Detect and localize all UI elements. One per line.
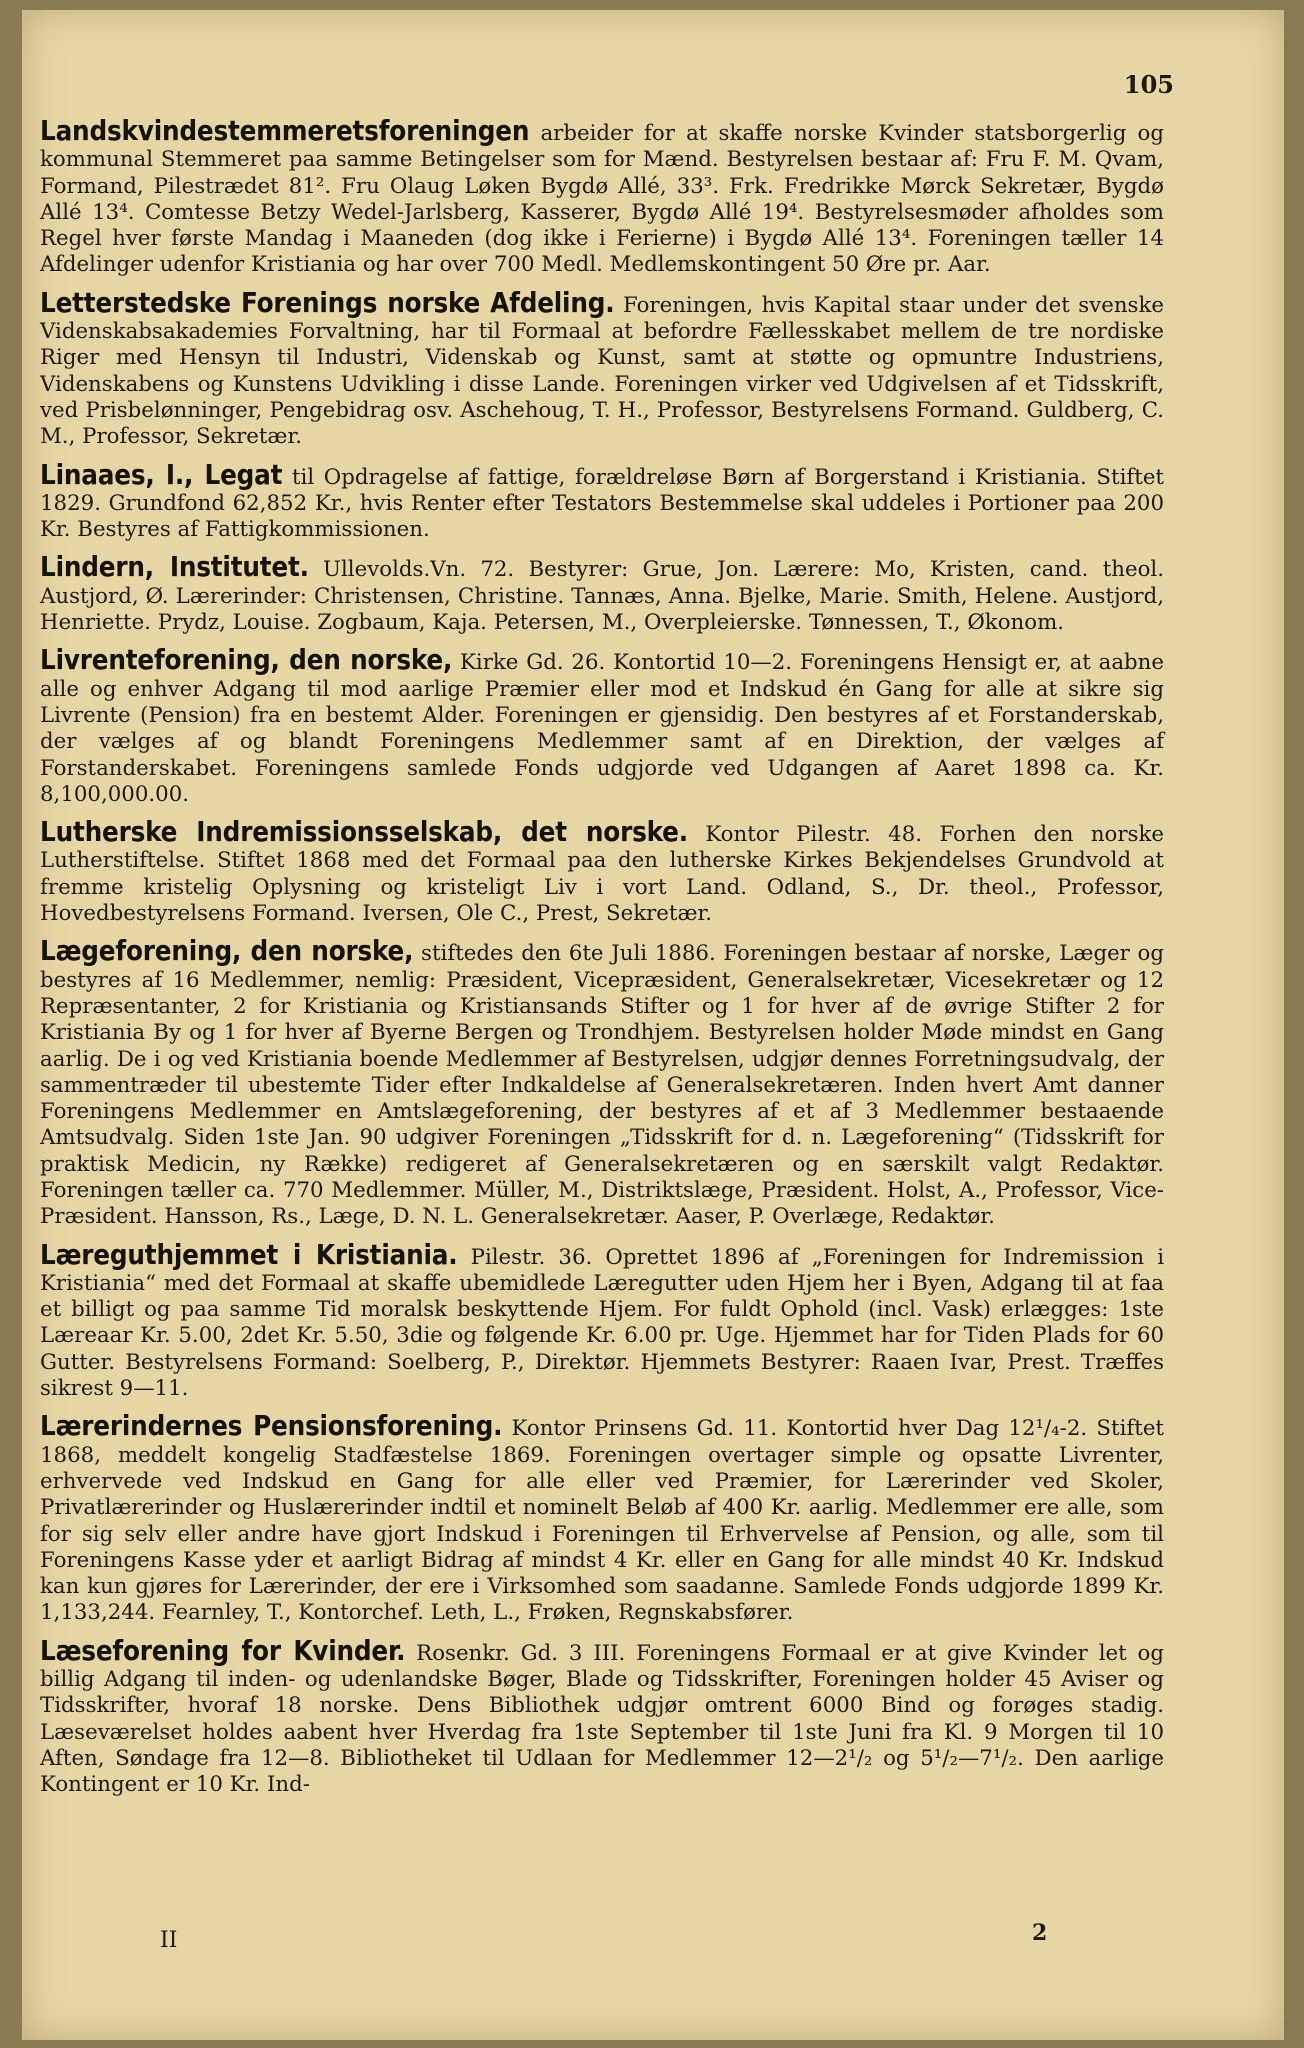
signature-mark: II <box>160 1928 178 1953</box>
entry-heading: Lutherske Indremissionsselskab, det norske. <box>40 816 688 849</box>
entry-heading: Lærerindernes Pensionsforening. <box>40 1410 503 1443</box>
entry-text: Rosenkr. Gd. 3 III. Foreningens Formaal er at give Kvinder let og billig Adgang til inden- og udenlandske Bøger, Blade og Tidsskrifter, Foreningen holder 45 Aviser og Tidsskrifter, hvoraf 18 norske. Dens Bibliothek udgjør omtrent 6000 Bind og forøges stadig. Læseværelset holdes aabent hver Hverdag fra 1ste September til 1ste Juni fra Kl. 9 Morgen til 10 Aften, Søndage fra 12—8. Bibliotheket til Udlaan for Medlemmer 12—2¹/₂ og 5¹/₂—7¹/₂. Den aarlige Kontingent er 10 Kr. Ind- <box>40 1640 1164 1798</box>
entry-heading: Letterstedske Forenings norske Afdeling. <box>40 286 615 319</box>
entry-text: til Opdragelse af fattige, forældreløse Børn af Borgerstand i Kristiania. Stiftet 1829. Grundfond 62,852 Kr., hvis Renter efter Testators Bestemmelse skal uddeles i Portioner paa 200 Kr. Bestyres af Fattigkommissionen. <box>40 464 1164 543</box>
entry-linaaes-legat <box>40 458 1164 544</box>
document-page <box>22 10 1284 2040</box>
entry-laereguthjemmet <box>40 1238 1164 1403</box>
entry-heading: Lægeforening, den norske, <box>40 935 414 968</box>
entry-text: stiftedes den 6te Juli 1886. Foreningen bestaar af norske, Læger og bestyres af 16 Medlemmer, nemlig: Præsident, Vicepræsident, Generalsekretær, Vicesekretær og 12 Repræsentanter, 2 for Kristiania og Kristiansands Stifter og 1 for hver af de øvrige Stifter 2 for Kristiania By og 1 for hver af Byerne Bergen og Trondhjem. Bestyrelsen holder Møde mindst en Gang aarlig. De i og ved Kristiania boende Medlemmer af Bestyrelsen, udgjør dennes Forretningsudvalg, der sammentræder til ubestemte Tider efter Indkaldelse af Generalsekretæren. Inden hvert Amt danner Foreningens Medlemmer en Amtslægeforening, der bestyres af et af 3 Medlemmer bestaaende Amtsudvalg. Siden 1ste Jan. 90 udgiver Foreningen „Tidsskrift for d. n. Lægeforening“ (Tidsskrift for praktisk Medicin, ny Række) redigeret af Generalsekretæren og en særskilt valgt Redaktør. Foreningen tæller ca. 770 Medlemmer. Müller, M., Distriktslæge, Præsident. Holst, A., Professor, Vice-Præsident. Hansson, Rs., Læge, D. N. L. Generalsekretær. Aaser, P. Overlæge, Redaktør. <box>40 941 1164 1230</box>
entry-heading: Læreguthjemmet i Kristiania. <box>40 1238 458 1271</box>
entry-heading: Læseforening for Kvinder. <box>40 1634 406 1667</box>
entry-letterstedske-forening <box>40 286 1164 451</box>
entry-laegeforening <box>40 935 1164 1230</box>
entry-text: Kirke Gd. 26. Kontortid 10—2. Foreningens Hensigt er, at aabne alle og enhver Adgang til mod aarlige Præmier eller mod et Indskud én Gang for alle at sikre sig Livrente (Pension) fra en bestemt Alder. Foreningen er gjensidig. Den bestyres af et Forstanderskab, der vælges af og blandt Foreningens Medlemmer samt af en Direktion, der vælges af Forstanderskabet. Foreningens samlede Fonds udgjorde ved Udgangen af Aaret 1898 ca. Kr. 8,100,000.00. <box>40 650 1165 807</box>
entry-landskvindestemmeretsforeningen <box>40 115 1164 279</box>
entry-heading: Linaaes, I., Legat <box>40 458 283 491</box>
entry-laererindernes-pensionsforening <box>40 1410 1164 1626</box>
entry-heading: Lindern, Institutet. <box>40 551 309 584</box>
entry-text: Ullevolds.Vn. 72. Bestyrer: Grue, Jon. Lærere: Mo, Kristen, cand. theol. Austjord, Ø. Lærerinder: Christensen, Christine. Tannæs, Anna. Bjelke, Marie. Smith, Helene. Austjord, Henriette. Prydz, Louise. Zogbaum, Kaja. Petersen, M., Overpleierske. Tønnessen, T., Økonom. <box>40 557 1164 636</box>
entry-text: arbeider for at skaffe norske Kvinder statsborgerlig og kommunal Stemmeret paa samme Betingelser som for Mænd. Bestyrelsen bestaar af: Fru F. M. Qvam, Formand, Pilestrædet 81². Fru Olaug Løken Bygdø Allé, 33³. Frk. Fredrikke Mørck Sekretær, Bygdø Allé 13⁴. Comtesse Betzy Wedel-Jarlsberg, Kasserer, Bygdø Allé 19⁴. Bestyrelsesmøder afholdes som Regel hver første Mandag i Maaneden (dog ikke i Ferierne) i Bygdø Allé 13⁴. Foreningen tæller 14 Afdelinger udenfor Kristiania og har over 700 Medl. Medlemskontingent 50 Øre pr. Aar. <box>40 121 1164 278</box>
entry-text: Kontor Prinsens Gd. 11. Kontortid hver Dag 12¹/₄-2. Stiftet 1868, meddelt kongelig Stadfæstelse 1869. Foreningen overtager simple og opsatte Livrenter, erhvervede ved Indskud en Gang for alle eller ved Præmier, for Lærerinder ved Skoler, Privatlærerinder og Huslærerinder indtil et nominelt Beløb af 400 Kr. aarlig. Medlemmer ere alle, som for sig selv eller andre have gjort Indskud i Foreningen til Erhvervelse af Pension, og alle, som til Foreningens Kasse yder et aarligt Bidrag af mindst 4 Kr. eller en Gang for alle mindst 40 Kr. Indskud kan kun gjøres for Lærerinder, der ere i Virksomhed som saadanne. Samlede Fonds udgjorde 1899 Kr. 1,133,244. Fearnley, T., Kontorchef. Leth, L., Frøken, Regnskabsfører. <box>40 1416 1164 1626</box>
entry-livrenteforening <box>40 644 1165 808</box>
entry-lindern-institutet <box>40 551 1164 636</box>
entry-heading: Livrenteforening, den norske, <box>40 644 453 677</box>
entry-lutherske-indremissionsselskab <box>40 816 1164 927</box>
entry-heading: Landskvindestemmeretsforeningen <box>40 115 530 147</box>
entries-list <box>40 115 1165 1810</box>
entry-laeseforening-for-kvinder <box>40 1634 1164 1799</box>
page-number: 105 <box>1123 70 1174 99</box>
sheet-number: 2 <box>1032 1920 1048 1946</box>
entry-text: Kontor Pilestr. 48. Forhen den norske Lutherstiftelse. Stiftet 1868 med det Formaal paa den lutherske Kirkes Bekjendelses Grundvold at fremme kristelig Oplysning og kristeligt Liv i vort Land. Odland, S., Dr. theol., Professor, Hovedbestyrelsens Formand. Iversen, Ole C., Prest, Sekretær. <box>40 822 1164 927</box>
entry-text: Pilestr. 36. Oprettet 1896 af „Foreningen for Indremission i Kristiania“ med det Formaal at skaffe ubemidlede Læregutter uden Hjem her i Byen, Adgang til at faa et billigt og paa samme Tid moralsk beskyttende Hjem. For fuldt Ophold (incl. Vask) erlægges: 1ste Læreaar Kr. 5.00, 2det Kr. 5.50, 3die og følgende Kr. 6.00 pr. Uge. Hjemmet har for Tiden Plads for 60 Gutter. Bestyrelsens Formand: Soelberg, P., Direktør. Hjemmets Bestyrer: Raaen Ivar, Prest. Træffes sikrest 9—11. <box>40 1244 1164 1402</box>
entry-text: Foreningen, hvis Kapital staar under det svenske Videnskabsakademies Forvaltning, har til Formaal at befordre Fællesskabet mellem de tre nordiske Riger med Hensyn til Industri, Videnskab og Kunst, samt at støtte og opmuntre Industriens, Videnskabens og Kunstens Udvikling i disse Lande. Foreningen virker ved Udgivelsen af et Tidsskrift, ved Prisbelønninger, Pengebidrag osv. Aschehoug, T. H., Professor, Bestyrelsens Formand. Guldberg, C. M., Professor, Sekretær. <box>40 292 1164 450</box>
